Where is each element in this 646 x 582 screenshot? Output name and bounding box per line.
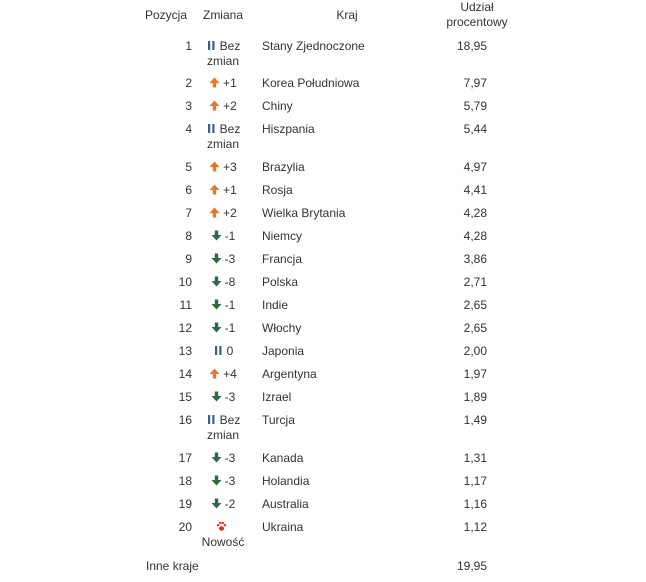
row-change — [198, 321, 248, 336]
row-position: 9 — [185, 252, 192, 266]
no-change-icon — [206, 123, 217, 134]
row-change-text: -3 — [224, 252, 236, 266]
row-change-text-line2: Nowość — [201, 535, 245, 549]
arrow-up-icon — [209, 161, 220, 172]
row-share: 2,65 — [463, 298, 487, 312]
row-country: Korea Południowa — [262, 76, 360, 90]
arrow-down-icon — [211, 475, 222, 486]
row-change — [198, 413, 248, 443]
header-share-line2: procentowy — [446, 15, 508, 29]
row-change — [198, 451, 248, 466]
row-position: 12 — [178, 321, 192, 335]
row-position: 10 — [178, 275, 192, 289]
row-position: 19 — [178, 497, 192, 511]
row-change — [198, 497, 248, 512]
arrow-down-icon — [211, 299, 222, 310]
row-change-text-line2: zmian — [206, 137, 239, 151]
row-country: Brazylia — [262, 160, 305, 174]
row-position: 7 — [185, 206, 192, 220]
no-change-icon — [206, 414, 217, 425]
row-share: 1,17 — [463, 474, 487, 488]
row-position: 3 — [185, 99, 192, 113]
row-country: Chiny — [262, 99, 293, 113]
row-country: Indie — [262, 298, 289, 312]
row-change — [198, 390, 248, 405]
row-change — [198, 122, 248, 152]
row-change-text: Bez — [219, 39, 241, 53]
row-share: 1,97 — [463, 367, 487, 381]
row-change-text: -3 — [224, 390, 236, 404]
row-change-text: Bez — [219, 413, 241, 427]
row-change-text: -1 — [224, 229, 236, 243]
row-share: 1,31 — [463, 451, 487, 465]
row-country: Australia — [262, 497, 309, 511]
row-position: 4 — [185, 122, 192, 136]
footer-share: 19,95 — [456, 559, 487, 573]
row-country: Turcja — [262, 413, 295, 427]
row-share: 4,28 — [463, 229, 487, 243]
row-change — [198, 160, 248, 175]
header-position: Pozycja — [144, 8, 188, 22]
row-change — [198, 183, 248, 198]
row-share: 2,65 — [463, 321, 487, 335]
row-change — [198, 298, 248, 313]
arrow-down-icon — [211, 322, 222, 333]
row-share: 4,97 — [463, 160, 487, 174]
row-country: Włochy — [262, 321, 302, 335]
row-position: 20 — [178, 520, 192, 534]
row-change-text: +4 — [223, 367, 237, 381]
row-change-text-line2: zmian — [206, 54, 239, 68]
row-share: 7,97 — [463, 76, 487, 90]
header-share — [432, 0, 522, 30]
row-share: 1,49 — [463, 413, 487, 427]
row-country: Kanada — [262, 451, 304, 465]
arrow-up-icon — [209, 368, 220, 379]
row-share: 3,86 — [463, 252, 487, 266]
arrow-up-icon — [209, 100, 220, 111]
row-change-text: +2 — [223, 99, 237, 113]
row-country: Wielka Brytania — [262, 206, 346, 220]
row-change-text: 0 — [226, 344, 234, 358]
row-share: 18,95 — [456, 39, 487, 53]
row-change-text: Bez — [219, 122, 241, 136]
header-share-line1: Udział — [460, 0, 494, 14]
row-share: 2,00 — [463, 344, 487, 358]
row-change — [198, 76, 248, 91]
row-change — [198, 474, 248, 489]
row-share: 5,44 — [463, 122, 487, 136]
row-change-text: +3 — [223, 160, 237, 174]
arrow-down-icon — [211, 230, 222, 241]
row-share: 4,41 — [463, 183, 487, 197]
row-position: 8 — [185, 229, 192, 243]
row-share: 4,28 — [463, 206, 487, 220]
row-change — [198, 99, 248, 114]
row-country: Stany Zjednoczone — [262, 39, 365, 53]
row-share: 5,79 — [463, 99, 487, 113]
paw-new-icon — [216, 521, 227, 532]
row-country: Francja — [262, 252, 303, 266]
arrow-down-icon — [211, 276, 222, 287]
row-country: Holandia — [262, 474, 310, 488]
row-change — [198, 367, 248, 382]
row-change-text: +2 — [223, 206, 237, 220]
header-change: Zmiana — [202, 8, 243, 22]
row-change-text: -1 — [224, 321, 236, 335]
row-position: 11 — [179, 298, 192, 312]
row-position: 2 — [185, 76, 192, 90]
arrow-down-icon — [211, 452, 222, 463]
arrow-up-icon — [209, 207, 220, 218]
row-change-text: -8 — [224, 275, 236, 289]
row-position: 13 — [178, 344, 192, 358]
row-country: Izrael — [262, 390, 292, 404]
arrow-up-icon — [209, 77, 220, 88]
row-country: Hiszpania — [262, 122, 315, 136]
row-change-text: +1 — [223, 183, 237, 197]
row-position: 1 — [185, 39, 192, 53]
row-position: 15 — [178, 390, 192, 404]
row-change — [198, 520, 248, 550]
header-country: Kraj — [336, 8, 358, 22]
row-country: Polska — [262, 275, 299, 289]
no-change-icon — [213, 345, 224, 356]
row-share: 2,71 — [463, 275, 487, 289]
row-country: Rosja — [262, 183, 293, 197]
row-change — [198, 229, 248, 244]
row-change — [198, 252, 248, 267]
row-change — [198, 344, 248, 359]
row-country: Japonia — [262, 344, 305, 358]
row-change-text-line2: zmian — [206, 428, 239, 442]
row-change-text: -3 — [224, 451, 236, 465]
row-position: 5 — [185, 160, 192, 174]
row-position: 6 — [185, 183, 192, 197]
no-change-icon — [206, 40, 217, 51]
row-change — [198, 206, 248, 221]
row-change — [198, 275, 248, 290]
row-share: 1,12 — [463, 520, 487, 534]
row-country: Niemcy — [262, 229, 303, 243]
row-position: 18 — [178, 474, 192, 488]
row-share: 1,89 — [463, 390, 487, 404]
row-position: 17 — [178, 451, 192, 465]
row-change-text: -3 — [224, 474, 236, 488]
row-change — [198, 39, 248, 69]
row-change-text: -1 — [224, 298, 236, 312]
arrow-down-icon — [211, 391, 222, 402]
arrow-up-icon — [209, 184, 220, 195]
row-country: Argentyna — [262, 367, 317, 381]
row-change-text: +1 — [223, 76, 237, 90]
row-change-text: -2 — [224, 497, 236, 511]
row-position: 16 — [178, 413, 192, 427]
row-position: 14 — [178, 367, 192, 381]
arrow-down-icon — [211, 253, 222, 264]
arrow-down-icon — [211, 498, 222, 509]
row-share: 1,16 — [463, 497, 487, 511]
footer-label: Inne kraje — [146, 559, 199, 573]
row-country: Ukraina — [262, 520, 304, 534]
